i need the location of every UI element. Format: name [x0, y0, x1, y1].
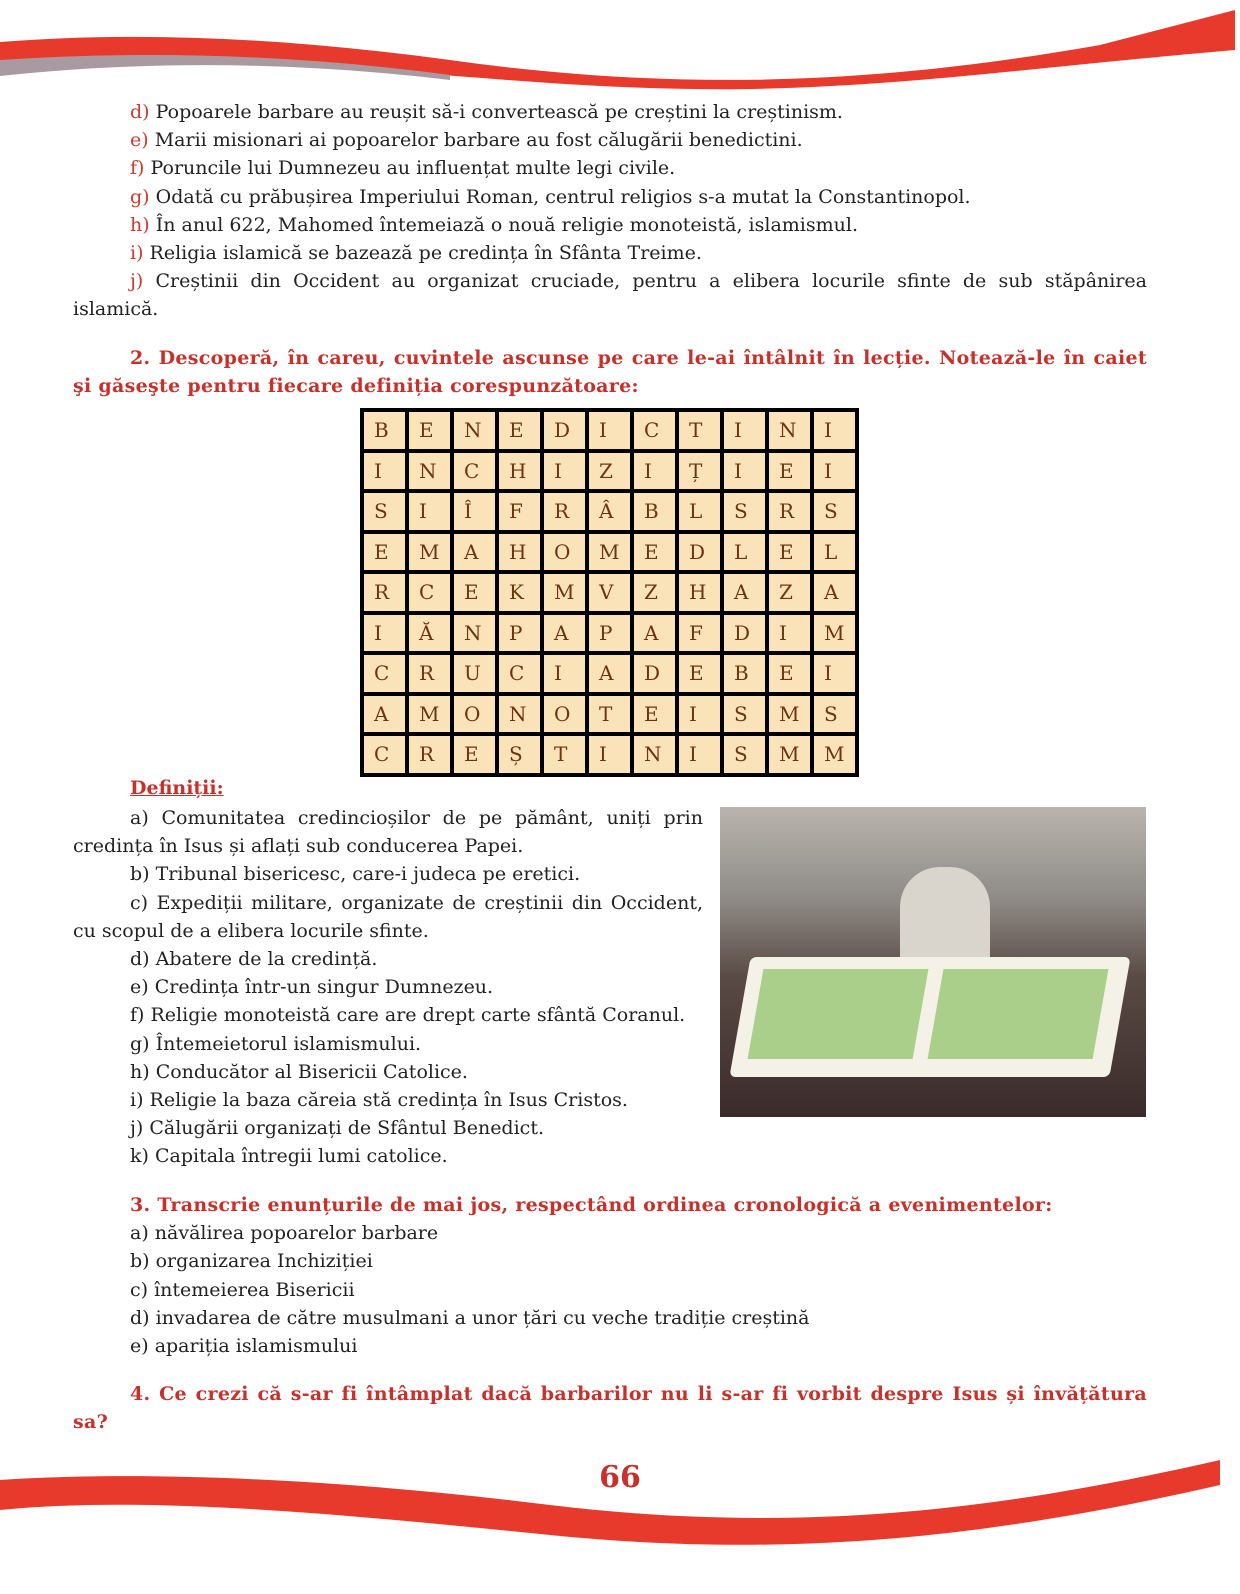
item-text: Religia islamică se bazează pe credința în Sfânta Treime.: [149, 242, 702, 265]
item-text: Poruncile lui Dumnezeu au influențat multe legi civile.: [150, 157, 676, 180]
grid-cell: N: [499, 696, 540, 733]
item-label: i): [130, 242, 144, 265]
exercise-3: [73, 1191, 1147, 1360]
list-item: [73, 126, 1147, 154]
item-label: g): [130, 185, 150, 208]
grid-cell: B: [724, 655, 765, 692]
definitions-title: Definiții:: [130, 777, 224, 799]
list-item: [73, 154, 1147, 182]
grid-cell: E: [364, 534, 405, 571]
grid-cell: H: [679, 574, 720, 611]
definition-item: a) Comunitatea credincioșilor de pe pământ, uniți prin credința în Isus și aflați sub conducerea Papei.: [73, 807, 703, 858]
grid-cell: I: [544, 453, 585, 490]
grid-cell: N: [769, 412, 810, 449]
grid-cell: I: [544, 655, 585, 692]
chronology-item: e) apariția islamismului: [130, 1335, 358, 1358]
definition-item: d) Abatere de la credință.: [130, 948, 378, 971]
grid-cell: C: [364, 655, 405, 692]
grid-cell: P: [499, 615, 540, 652]
grid-cell: M: [769, 696, 810, 733]
grid-cell: S: [724, 696, 765, 733]
photo-man-reading-quran: [720, 807, 1146, 1117]
grid-cell: L: [679, 493, 720, 530]
grid-cell: I: [724, 453, 765, 490]
grid-cell: I: [769, 615, 810, 652]
grid-cell: S: [814, 696, 855, 733]
grid-cell: N: [409, 453, 450, 490]
definition-item: b) Tribunal bisericesc, care-i judeca pe eretici.: [130, 863, 581, 886]
grid-cell: R: [364, 574, 405, 611]
grid-cell: M: [589, 534, 630, 571]
grid-cell: R: [544, 493, 585, 530]
grid-cell: Î: [454, 493, 495, 530]
definition-item: g) Întemeietorul islamismului.: [130, 1032, 422, 1055]
item-label: d): [130, 101, 150, 123]
chronology-item: b) organizarea Inchiziției: [130, 1250, 373, 1273]
definition-item: e) Credința într-un singur Dumnezeu.: [130, 976, 494, 999]
grid-cell: E: [769, 534, 810, 571]
grid-cell: D: [679, 534, 720, 571]
grid-cell: R: [409, 736, 450, 773]
grid-cell: Ț: [679, 453, 720, 490]
grid-cell: A: [634, 615, 675, 652]
grid-cell: I: [364, 615, 405, 652]
grid-cell: V: [589, 574, 630, 611]
page-number: 66: [599, 1460, 641, 1495]
grid-cell: F: [679, 615, 720, 652]
grid-cell: C: [499, 655, 540, 692]
grid-cell: I: [409, 493, 450, 530]
grid-cell: K: [499, 574, 540, 611]
grid-cell: I: [814, 412, 855, 449]
list-item: [73, 267, 1147, 323]
item-text: Odată cu prăbușirea Imperiului Roman, centrul religios s-a mutat la Constantinopol.: [155, 185, 971, 208]
grid-cell: C: [634, 412, 675, 449]
grid-cell: A: [544, 615, 585, 652]
item-label: f): [130, 157, 145, 180]
chronology-item: c) întemeierea Bisericii: [130, 1278, 355, 1301]
item-text: Popoarele barbare au reușit să-i convertească pe creștini la creștinism.: [155, 101, 843, 123]
exercise-3-heading: 3. Transcrie enunțurile de mai jos, respectând ordinea cronologică a evenimentelor:: [130, 1194, 1053, 1216]
item-text: În anul 622, Mahomed întemeiază o nouă religie monoteistă, islamismul.: [155, 213, 858, 236]
grid-cell: S: [724, 736, 765, 773]
grid-cell: I: [814, 453, 855, 490]
grid-cell: S: [814, 493, 855, 530]
grid-cell: M: [814, 736, 855, 773]
grid-cell: E: [769, 453, 810, 490]
exercise-2-heading: 2. Descoperă, în careu, cuvintele ascunse pe care le-ai întâlnit în lecție. Notează-le în caiet şi găseşte pentru fiecare definiția corespunzătoare:: [73, 347, 1147, 398]
grid-cell: B: [364, 412, 405, 449]
grid-cell: R: [409, 655, 450, 692]
grid-cell: M: [769, 736, 810, 773]
grid-cell: T: [589, 696, 630, 733]
grid-cell: Z: [634, 574, 675, 611]
grid-cell: A: [454, 534, 495, 571]
grid-cell: I: [634, 453, 675, 490]
definition-item: f) Religie monoteistă care are drept carte sfântă Coranul.: [130, 1004, 686, 1027]
grid-cell: D: [724, 615, 765, 652]
exercise-4-heading: 4. Ce crezi că s-ar fi întâmplat dacă barbarilor nu li s-ar fi vorbit despre Isus și învățătura sa?: [73, 1383, 1147, 1434]
grid-cell: C: [454, 453, 495, 490]
word-search-grid: [360, 408, 859, 777]
grid-cell: I: [679, 696, 720, 733]
list-item: [73, 211, 1147, 239]
grid-cell: N: [454, 412, 495, 449]
grid-cell: I: [364, 453, 405, 490]
grid-cell: N: [454, 615, 495, 652]
grid-cell: P: [589, 615, 630, 652]
grid-cell: S: [364, 493, 405, 530]
item-text: Creștinii din Occident au organizat cruciade, pentru a elibera locurile sfinte de sub stăpânirea islamică.: [73, 270, 1147, 321]
item-label: h): [130, 213, 150, 236]
book-figure: [729, 957, 1130, 1077]
item-label: e): [130, 129, 149, 152]
list-item: [73, 183, 1147, 211]
grid-cell: A: [589, 655, 630, 692]
grid-cell: N: [634, 736, 675, 773]
definition-item: h) Conducător al Bisericii Catolice.: [130, 1060, 468, 1083]
grid-cell: I: [724, 412, 765, 449]
grid-cell: E: [679, 655, 720, 692]
grid-cell: B: [634, 493, 675, 530]
grid-cell: O: [544, 696, 585, 733]
grid-cell: E: [634, 534, 675, 571]
grid-cell: I: [589, 412, 630, 449]
grid-cell: I: [814, 655, 855, 692]
grid-cell: S: [724, 493, 765, 530]
grid-cell: I: [589, 736, 630, 773]
grid-cell: H: [499, 534, 540, 571]
grid-cell: E: [769, 655, 810, 692]
grid-cell: T: [679, 412, 720, 449]
header-wave-decoration: [0, 0, 1240, 100]
chronology-item: a) năvălirea popoarelor barbare: [130, 1222, 439, 1245]
grid-cell: M: [814, 615, 855, 652]
definition-item: c) Expediții militare, organizate de creștinii din Occident, cu scopul de a elibera locurile sfinte.: [73, 891, 703, 942]
grid-cell: D: [544, 412, 585, 449]
grid-cell: L: [814, 534, 855, 571]
definition-item: j) Călugării organizați de Sfântul Benedict.: [130, 1117, 544, 1140]
definition-item: i) Religie la baza căreia stă credința în Isus Cristos.: [130, 1089, 628, 1112]
true-false-list: [73, 98, 1147, 324]
grid-cell: D: [634, 655, 675, 692]
grid-cell: E: [634, 696, 675, 733]
grid-cell: O: [544, 534, 585, 571]
list-item: [73, 98, 1147, 126]
item-text: Marii misionari ai popoarelor barbare au fost călugării benedictini.: [154, 129, 803, 152]
grid-cell: I: [679, 736, 720, 773]
grid-cell: C: [409, 574, 450, 611]
chronology-item: d) invadarea de către musulmani a unor țări cu veche tradiție creștină: [130, 1306, 810, 1329]
grid-cell: T: [544, 736, 585, 773]
grid-cell: E: [454, 736, 495, 773]
list-item: [73, 239, 1147, 267]
grid-cell: A: [814, 574, 855, 611]
definition-item: k) Capitala întregii lumi catolice.: [130, 1145, 448, 1168]
grid-cell: U: [454, 655, 495, 692]
grid-cell: Z: [769, 574, 810, 611]
grid-cell: M: [409, 696, 450, 733]
grid-cell: M: [409, 534, 450, 571]
item-label: j): [130, 270, 144, 293]
grid-cell: C: [364, 736, 405, 773]
grid-cell: Z: [589, 453, 630, 490]
definitions-list: [73, 804, 703, 1171]
grid-cell: O: [454, 696, 495, 733]
grid-cell: E: [499, 412, 540, 449]
grid-cell: R: [769, 493, 810, 530]
grid-cell: Â: [589, 493, 630, 530]
grid-cell: M: [544, 574, 585, 611]
grid-cell: E: [454, 574, 495, 611]
grid-cell: E: [409, 412, 450, 449]
grid-cell: Ș: [499, 736, 540, 773]
grid-cell: Ă: [409, 615, 450, 652]
grid-cell: A: [364, 696, 405, 733]
grid-cell: A: [724, 574, 765, 611]
grid-cell: H: [499, 453, 540, 490]
grid-cell: L: [724, 534, 765, 571]
grid-cell: F: [499, 493, 540, 530]
